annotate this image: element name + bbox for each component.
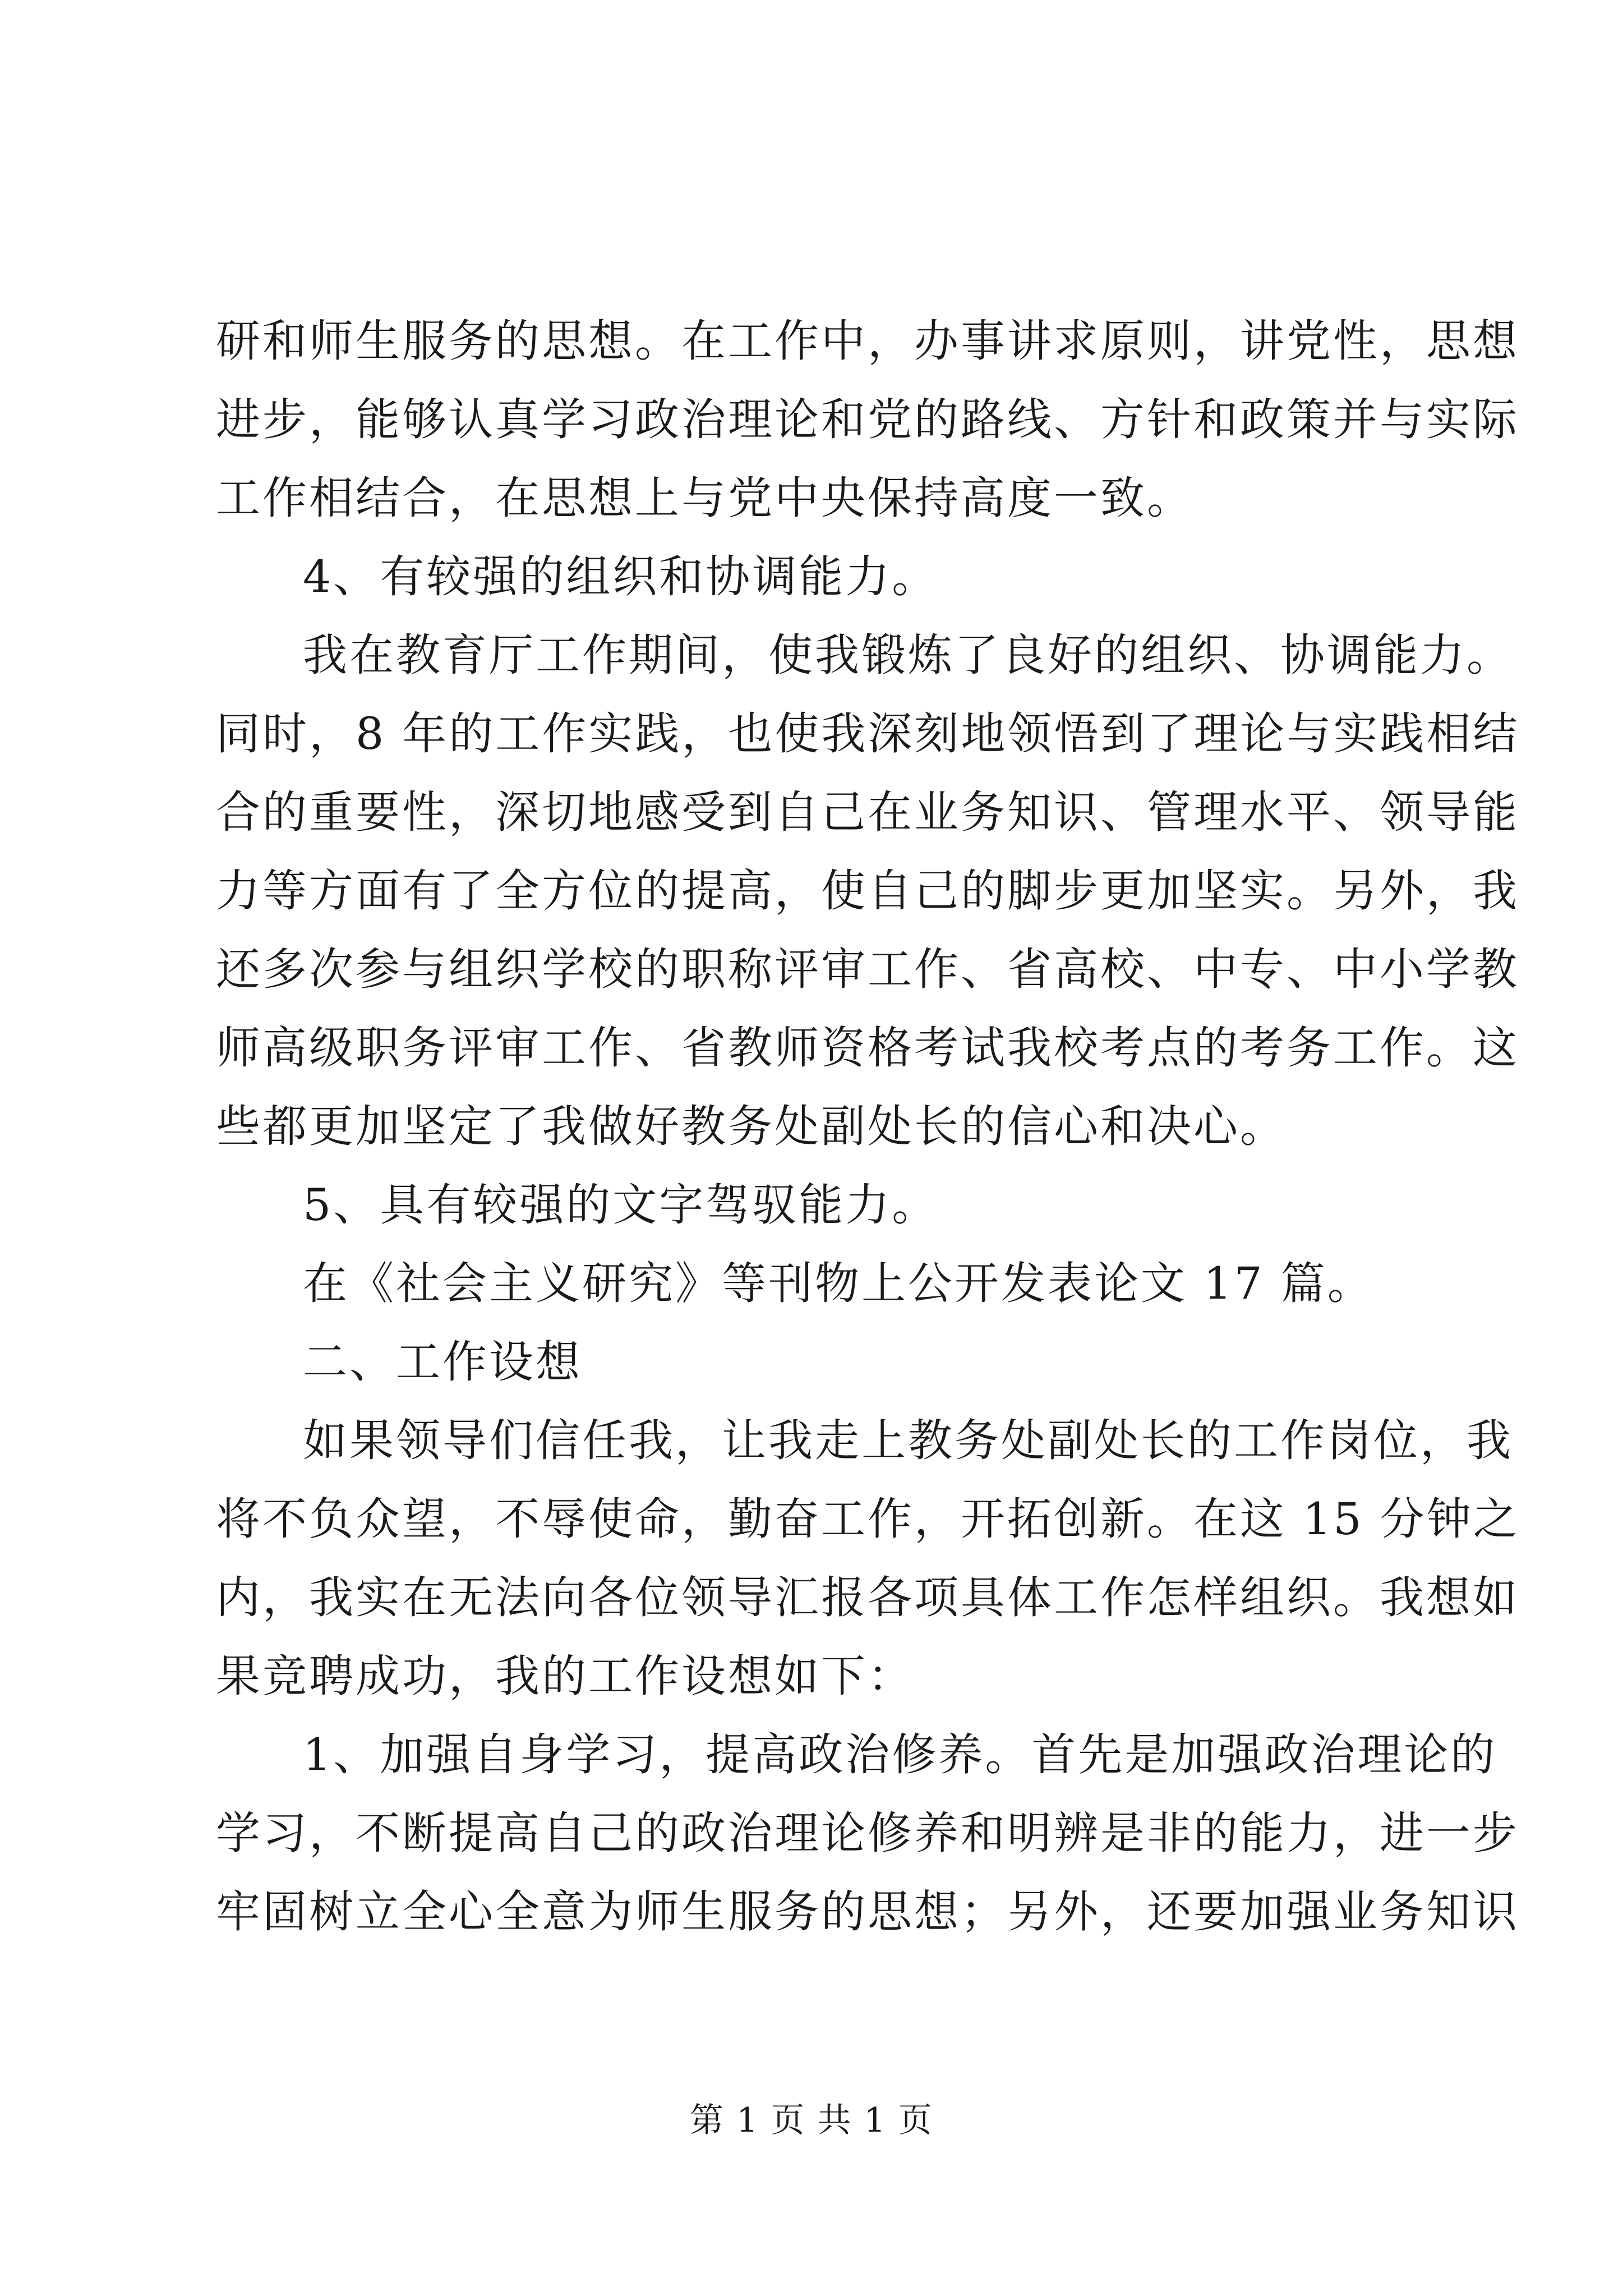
body-text-line: 力等方面有了全方位的提高，使自己的脚步更加坚实。另外，我 — [216, 865, 1519, 917]
body-text-line: 研和师生服务的思想。在工作中，办事讲求原则，讲党性，思想 — [216, 315, 1519, 367]
body-text-line: 将不负众望，不辱使命，勤奋工作，开拓创新。在这 15 分钟之 — [216, 1493, 1520, 1545]
body-text-line: 内，我实在无法向各位领导汇报各项具体工作怎样组织。我想如 — [216, 1572, 1519, 1623]
body-text-line: 些都更加坚定了我做好教务处副处长的信心和决心。 — [216, 1101, 1287, 1152]
section-heading: 5、具有较强的文字驾驭能力。 — [303, 1179, 939, 1231]
body-text-line: 合的重要性，深切地感受到自己在业务知识、管理水平、领导能 — [216, 786, 1519, 838]
body-text-line: 果竞聘成功，我的工作设想如下： — [216, 1650, 914, 1702]
body-text-line: 我在教育厅工作期间，使我锻炼了良好的组织、协调能力。 — [303, 629, 1513, 681]
page-number-footer: 第 1 页 共 1 页 — [690, 2101, 933, 2140]
body-text-line: 还多次参与组织学校的职称评审工作、省高校、中专、中小学教 — [216, 944, 1519, 995]
body-text-line: 1、加强自身学习，提高政治修养。首先是加强政治理论的 — [303, 1729, 1497, 1780]
section-heading: 4、有较强的组织和协调能力。 — [303, 551, 939, 602]
body-text-line: 牢固树立全心全意为师生服务的思想；另外，还要加强业务知识 — [216, 1886, 1519, 1938]
body-text-line: 学习，不断提高自己的政治理论修养和明辨是非的能力，进一步 — [216, 1807, 1519, 1859]
body-text-line: 如果领导们信任我，让我走上教务处副处长的工作岗位，我 — [303, 1415, 1513, 1466]
section-heading: 二、工作设想 — [303, 1336, 582, 1388]
body-text-line: 师高级职务评审工作、省教师资格考试我校考点的考务工作。这 — [216, 1022, 1519, 1074]
body-text-line: 同时，8 年的工作实践，也使我深刻地领悟到了理论与实践相结 — [216, 708, 1520, 760]
body-text-line: 工作相结合，在思想上与党中央保持高度一致。 — [216, 472, 1193, 524]
body-text-line: 进步，能够认真学习政治理论和党的路线、方针和政策并与实际 — [216, 394, 1519, 445]
body-text-line: 在《社会主义研究》等刊物上公开发表论文 17 篇。 — [303, 1258, 1374, 1309]
